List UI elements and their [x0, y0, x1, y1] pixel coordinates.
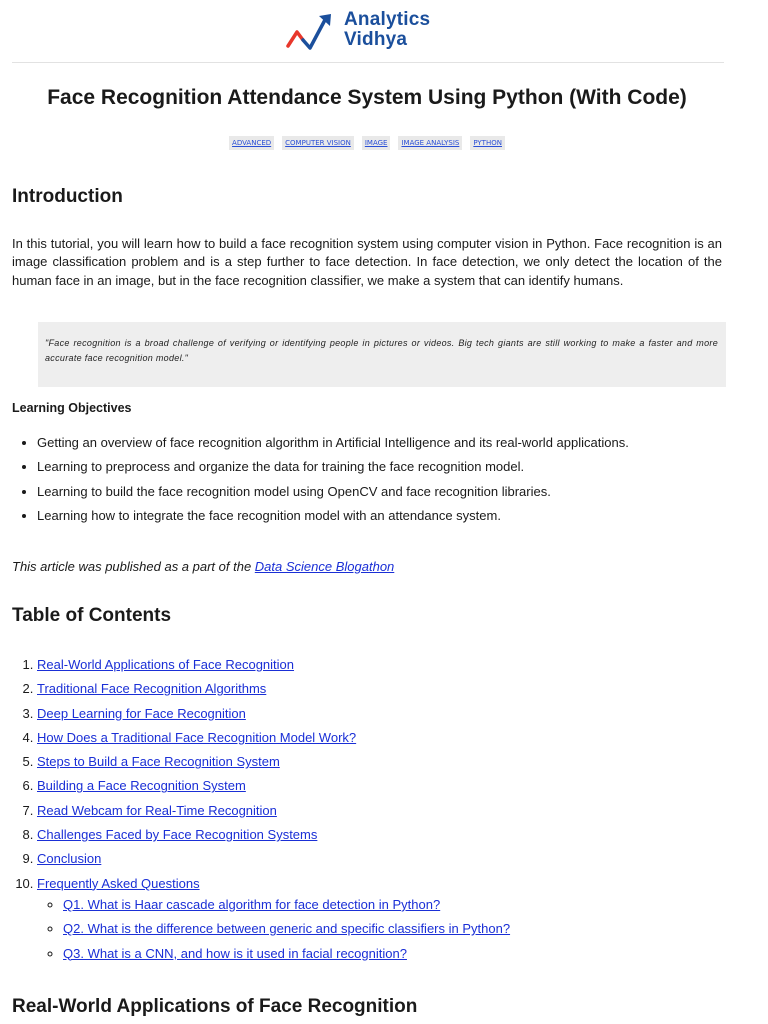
toc-item	[37, 656, 737, 674]
toc-link[interactable]: Real-World Applications of Face Recognition	[37, 657, 295, 672]
blogathon-link[interactable]: Data Science Blogathon	[254, 559, 395, 574]
tag-computer-vision[interactable]: COMPUTER VISION	[282, 136, 354, 150]
toc-item	[37, 680, 737, 698]
published-prefix: This article was published as a part of the	[12, 559, 255, 574]
faq-item	[63, 945, 737, 963]
toc-item	[37, 777, 737, 795]
toc-link[interactable]: Building a Face Recognition System	[37, 778, 246, 794]
faq-item	[63, 896, 737, 914]
list-item: • Getting an overview of face recognition algorithm in Artificial Intelligence and its real-world applications.	[37, 434, 737, 452]
toc-item	[37, 729, 737, 747]
toc-item	[37, 826, 737, 844]
toc-link[interactable]: Conclusion	[37, 851, 102, 867]
tag-list	[0, 136, 734, 150]
faq-link[interactable]: Q2. What is the difference between generic and specific classifiers in Python?	[63, 921, 511, 937]
logo-line-1: Analytics	[344, 9, 431, 30]
toc-link[interactable]: Traditional Face Recognition Algorithms	[37, 681, 267, 697]
toc-item	[37, 705, 737, 723]
article-title: Face Recognition Attendance System Using Python (With Code)	[47, 86, 687, 109]
logo-line-2: Vidhya	[344, 29, 408, 50]
toc-link[interactable]: Deep Learning for Face Recognition	[37, 705, 246, 721]
analytics-vidhya-logo[interactable]	[286, 10, 456, 54]
faq-item	[63, 920, 737, 938]
blockquote-text: "Face recognition is a broad challenge of verifying or identifying people in pictures or videos. Big tech giants are still working to make a faster and more accurate face recognition model."	[45, 338, 718, 363]
tag-advanced[interactable]: ADVANCED	[229, 136, 274, 150]
list-item: • Learning to preprocess and organize the data for training the face recognition model.	[37, 458, 737, 476]
toc-link[interactable]: Steps to Build a Face Recognition System	[37, 754, 280, 770]
toc-link[interactable]: Frequently Asked Questions	[37, 875, 200, 891]
logo-wordmark	[344, 10, 430, 50]
toc-item	[37, 850, 737, 868]
learning-objectives-heading: Learning Objectives	[12, 401, 132, 415]
logo-chart-icon	[286, 12, 338, 52]
introduction-heading: Introduction	[12, 186, 123, 207]
toc-item	[37, 802, 737, 820]
faq-sublist	[37, 896, 737, 963]
tag-image-analysis[interactable]: IMAGE ANALYSIS	[398, 136, 462, 150]
toc-heading: Table of Contents	[12, 605, 172, 626]
toc-item	[37, 875, 737, 963]
learning-objectives-list	[12, 434, 737, 531]
tag-image[interactable]: IMAGE	[362, 136, 391, 150]
toc-link[interactable]: Read Webcam for Real-Time Recognition	[37, 802, 277, 818]
header-divider	[12, 62, 724, 63]
toc-list	[12, 656, 737, 969]
list-item: • Learning to build the face recognition model using OpenCV and face recognition libraries.	[37, 483, 737, 501]
introduction-paragraph: In this tutorial, you will learn how to build a face recognition system using computer vision in Python. Face recognition is an image classification problem and is a step further to face detection. In face detection, we only detect the location of the human face in an image, but in the face recognition classifier, we make a system that can identify humans.	[12, 236, 722, 288]
section-heading-applications: Real-World Applications of Face Recognition	[12, 996, 418, 1017]
toc-link[interactable]: Challenges Faced by Face Recognition Systems	[37, 827, 318, 843]
tag-python[interactable]: PYTHON	[470, 136, 505, 150]
blockquote	[38, 322, 726, 387]
toc-item	[37, 753, 737, 771]
faq-link[interactable]: Q3. What is a CNN, and how is it used in facial recognition?	[63, 945, 407, 961]
list-item: • Learning how to integrate the face recognition model with an attendance system.	[37, 507, 737, 525]
published-note	[12, 559, 394, 574]
toc-link[interactable]: How Does a Traditional Face Recognition Model Work?	[37, 729, 357, 745]
faq-link[interactable]: Q1. What is Haar cascade algorithm for face detection in Python?	[63, 896, 441, 912]
